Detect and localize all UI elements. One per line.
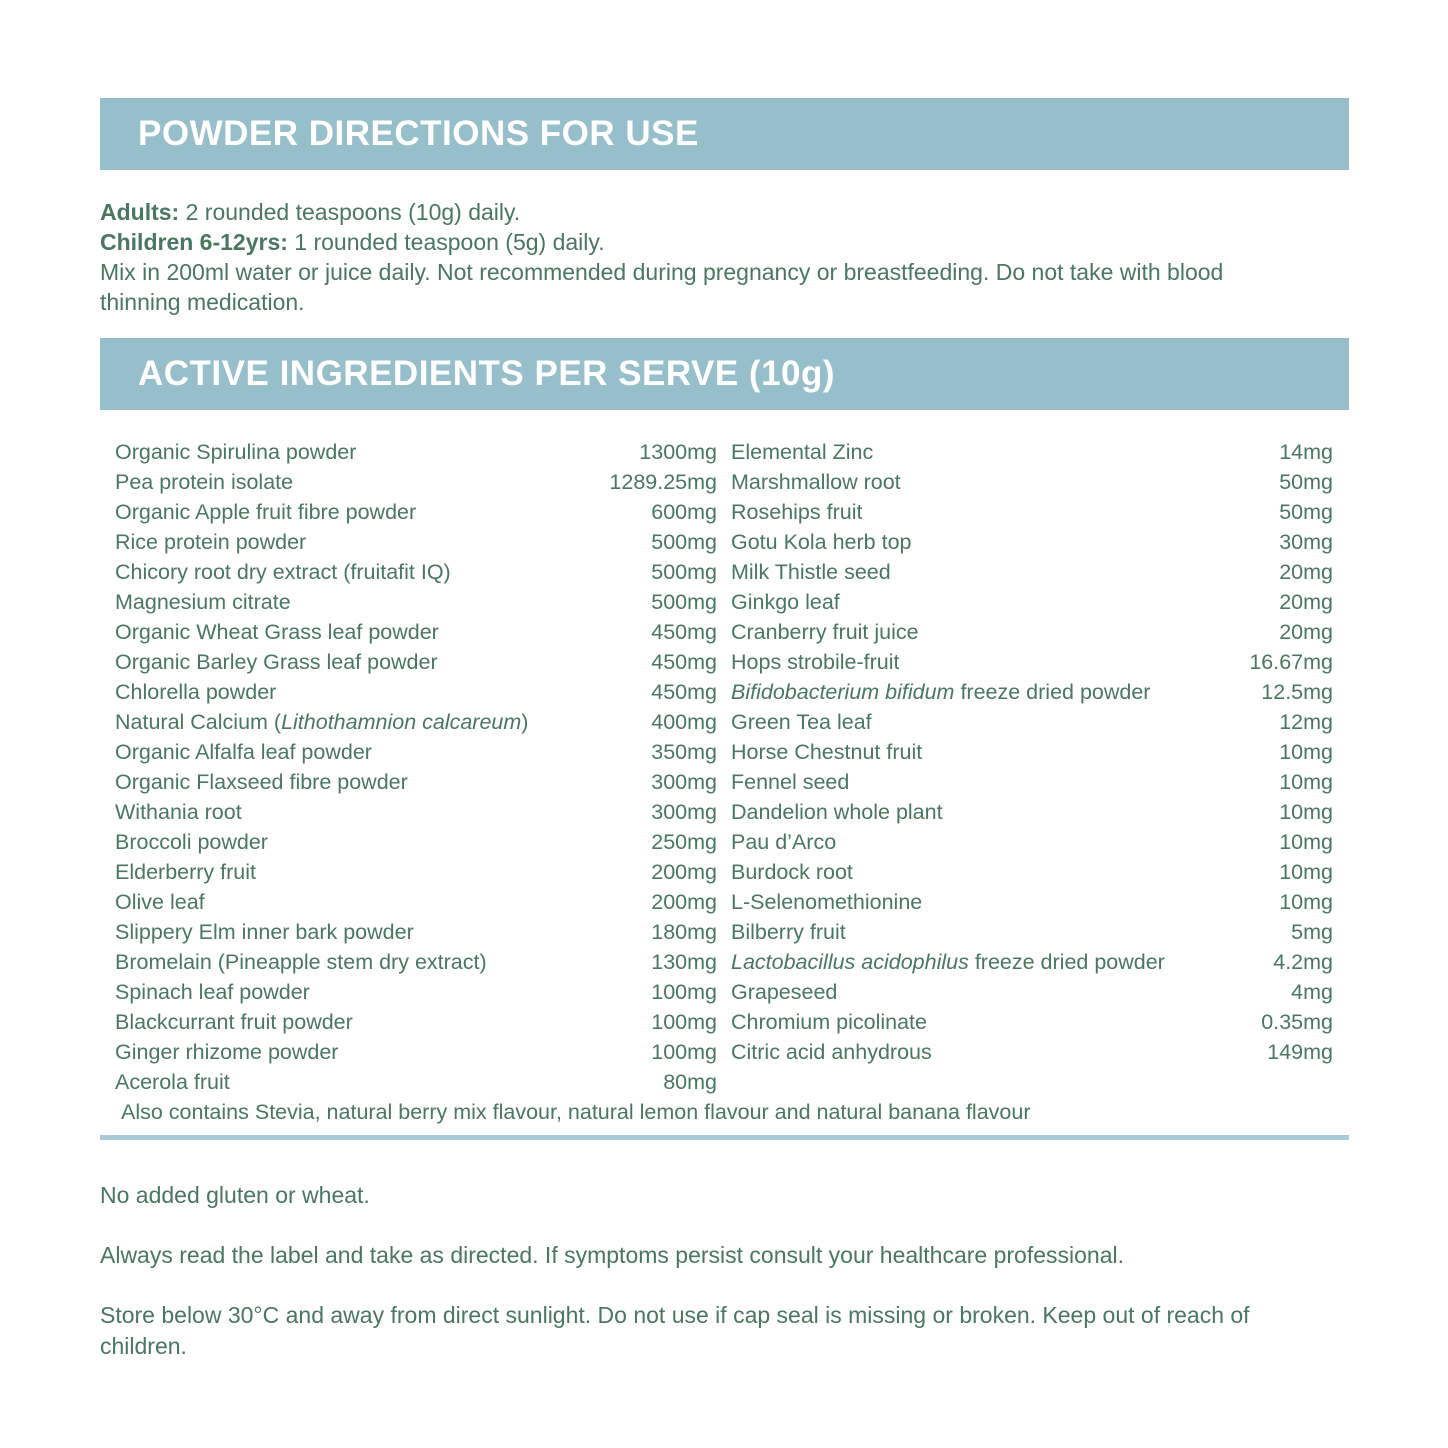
ingredient-row [731,1007,1333,1037]
ingredient-row [115,557,717,587]
ingredient-amount: 300mg [651,800,717,824]
ingredient-amount: 149mg [1267,1040,1333,1064]
ingredient-row [115,677,717,707]
ingredient-row [731,827,1333,857]
ingredient-name: Ginkgo leaf [731,590,840,614]
ingredient-row [731,647,1333,677]
ingredient-row [731,767,1333,797]
ingredient-amount: 20mg [1279,620,1333,644]
ingredient-row [731,917,1333,947]
ingredient-name: Horse Chestnut fruit [731,740,923,764]
ingredient-name: Green Tea leaf [731,710,872,734]
ingredient-amount: 20mg [1279,590,1333,614]
ingredient-name: L-Selenomethionine [731,890,923,914]
ingredient-row [115,917,717,947]
ingredient-row [115,647,717,677]
ingredient-row [731,947,1333,977]
ingredient-amount: 300mg [651,770,717,794]
ingredient-amount: 12.5mg [1261,680,1333,704]
ingredients-section-header [100,338,1349,410]
ingredients-column-left [115,437,717,1097]
ingredient-name: Dandelion whole plant [731,800,943,824]
ingredient-row [731,557,1333,587]
ingredient-row [115,1067,717,1097]
footer-paragraph: No added gluten or wheat. [100,1182,370,1208]
ingredient-amount: 100mg [651,1010,717,1034]
ingredients-column-right [731,437,1333,1097]
ingredient-name: Grapeseed [731,980,838,1004]
ingredient-amount: 350mg [651,740,717,764]
ingredient-name: Ginger rhizome powder [115,1040,339,1064]
ingredient-amount: 450mg [651,680,717,704]
ingredient-name: Chicory root dry extract (fruitafit IQ) [115,560,451,584]
directions-text-block [100,197,1265,317]
ingredient-row [731,797,1333,827]
ingredient-name: Pau d’Arco [731,830,837,854]
ingredient-row [115,497,717,527]
ingredient-row [115,977,717,1007]
ingredient-name: Slippery Elm inner bark powder [115,920,414,944]
ingredient-amount: 400mg [651,710,717,734]
ingredient-name: Pea protein isolate [115,470,294,494]
ingredient-name: Hops strobile-fruit [731,650,900,674]
ingredient-amount: 5mg [1291,920,1333,944]
ingredient-row [731,587,1333,617]
ingredient-name: Blackcurrant fruit powder [115,1010,353,1034]
ingredient-name: Organic Barley Grass leaf powder [115,650,438,674]
ingredient-name: Bifidobacterium bifidum freeze dried powder [731,680,1151,704]
ingredient-amount: 4.2mg [1273,950,1333,974]
ingredient-amount: 250mg [651,830,717,854]
ingredient-row [115,947,717,977]
ingredient-name: Organic Alfalfa leaf powder [115,740,372,764]
ingredient-amount: 50mg [1279,500,1333,524]
ingredient-amount: 10mg [1279,740,1333,764]
ingredient-name: Lactobacillus acidophilus freeze dried powder [731,950,1165,974]
ingredient-row [731,527,1333,557]
ingredient-name: Citric acid anhydrous [731,1040,932,1064]
ingredient-row [115,1037,717,1067]
ingredient-amount: 100mg [651,1040,717,1064]
ingredient-row [115,767,717,797]
ingredient-name: Elderberry fruit [115,860,256,884]
directions-section-header [100,98,1349,170]
ingredient-row [731,1037,1333,1067]
ingredient-amount: 20mg [1279,560,1333,584]
footer-notes [100,1180,1265,1391]
ingredient-row [731,857,1333,887]
ingredient-name: Marshmallow root [731,470,901,494]
ingredient-name: Elemental Zinc [731,440,874,464]
directions-line: Adults: 2 rounded teaspoons (10g) daily. [100,199,521,225]
ingredient-name: Acerola fruit [115,1070,230,1094]
ingredient-name: Gotu Kola herb top [731,530,912,554]
ingredient-amount: 10mg [1279,890,1333,914]
ingredient-row [731,977,1333,1007]
ingredient-row [731,467,1333,497]
divider-line [100,1135,1349,1140]
ingredients-columns [115,437,1333,1097]
ingredient-amount: 10mg [1279,770,1333,794]
ingredient-amount: 10mg [1279,830,1333,854]
ingredient-amount: 200mg [651,860,717,884]
ingredient-row [731,677,1333,707]
ingredient-amount: 500mg [651,590,717,614]
ingredient-row [115,467,717,497]
ingredients-footnote: Also contains Stevia, natural berry mix flavour, natural lemon flavour and natural banana flavour [121,1100,1031,1124]
ingredient-name: Fennel seed [731,770,850,794]
ingredient-amount: 450mg [651,620,717,644]
ingredient-name: Chlorella powder [115,680,277,704]
ingredient-name: Organic Spirulina powder [115,440,357,464]
ingredient-name: Withania root [115,800,242,824]
ingredient-amount: 16.67mg [1249,650,1333,674]
ingredient-name: Rosehips fruit [731,500,863,524]
ingredient-name: Bilberry fruit [731,920,846,944]
ingredient-row [731,437,1333,467]
ingredient-row [115,587,717,617]
footer-paragraph: Store below 30°C and away from direct sunlight. Do not use if cap seal is missing or broken. Keep out of reach of children. [100,1302,1250,1359]
ingredients-table [100,437,1349,1127]
ingredient-row [115,527,717,557]
ingredient-amount: 10mg [1279,860,1333,884]
ingredient-name: Organic Flaxseed fibre powder [115,770,408,794]
ingredient-row [115,857,717,887]
directions-title: POWDER DIRECTIONS FOR USE [138,114,699,153]
ingredient-row [731,707,1333,737]
ingredient-amount: 10mg [1279,800,1333,824]
ingredient-amount: 450mg [651,650,717,674]
ingredient-row [115,437,717,467]
ingredient-name: Cranberry fruit juice [731,620,919,644]
ingredient-row [115,827,717,857]
ingredient-name: Natural Calcium (Lithothamnion calcareum) [115,710,529,734]
ingredient-name: Olive leaf [115,890,205,914]
ingredient-name: Rice protein powder [115,530,307,554]
ingredient-row [731,617,1333,647]
ingredient-row [731,497,1333,527]
ingredient-amount: 130mg [651,950,717,974]
ingredient-name: Bromelain (Pineapple stem dry extract) [115,950,487,974]
ingredient-amount: 180mg [651,920,717,944]
ingredient-amount: 14mg [1279,440,1333,464]
ingredient-row [115,737,717,767]
ingredient-row [115,617,717,647]
ingredient-amount: 500mg [651,530,717,554]
ingredient-row [115,707,717,737]
ingredient-amount: 12mg [1279,710,1333,734]
ingredient-amount: 80mg [663,1070,717,1094]
ingredient-amount: 1289.25mg [609,470,717,494]
ingredient-row [115,797,717,827]
ingredient-amount: 200mg [651,890,717,914]
ingredient-row [731,737,1333,767]
directions-line: Mix in 200ml water or juice daily. Not recommended during pregnancy or breastfeeding. Do not take with blood thinning medication. [100,259,1224,315]
ingredient-name: Spinach leaf powder [115,980,310,1004]
ingredient-amount: 500mg [651,560,717,584]
ingredient-row [731,887,1333,917]
footer-paragraph: Always read the label and take as directed. If symptoms persist consult your healthcare professional. [100,1242,1125,1268]
ingredient-name: Broccoli powder [115,830,268,854]
ingredient-name: Milk Thistle seed [731,560,891,584]
ingredient-amount: 4mg [1291,980,1333,1004]
ingredient-amount: 30mg [1279,530,1333,554]
directions-line: Children 6-12yrs: 1 rounded teaspoon (5g) daily. [100,229,605,255]
ingredient-row [115,887,717,917]
ingredient-name: Burdock root [731,860,853,884]
ingredient-name: Magnesium citrate [115,590,291,614]
ingredient-row [115,1007,717,1037]
ingredient-name: Organic Apple fruit fibre powder [115,500,417,524]
ingredient-name: Organic Wheat Grass leaf powder [115,620,439,644]
ingredient-amount: 1300mg [639,440,717,464]
ingredient-amount: 50mg [1279,470,1333,494]
ingredient-amount: 0.35mg [1261,1010,1333,1034]
ingredients-title: ACTIVE INGREDIENTS PER SERVE (10g) [138,354,836,393]
ingredient-amount: 600mg [651,500,717,524]
ingredient-amount: 100mg [651,980,717,1004]
ingredient-name: Chromium picolinate [731,1010,927,1034]
